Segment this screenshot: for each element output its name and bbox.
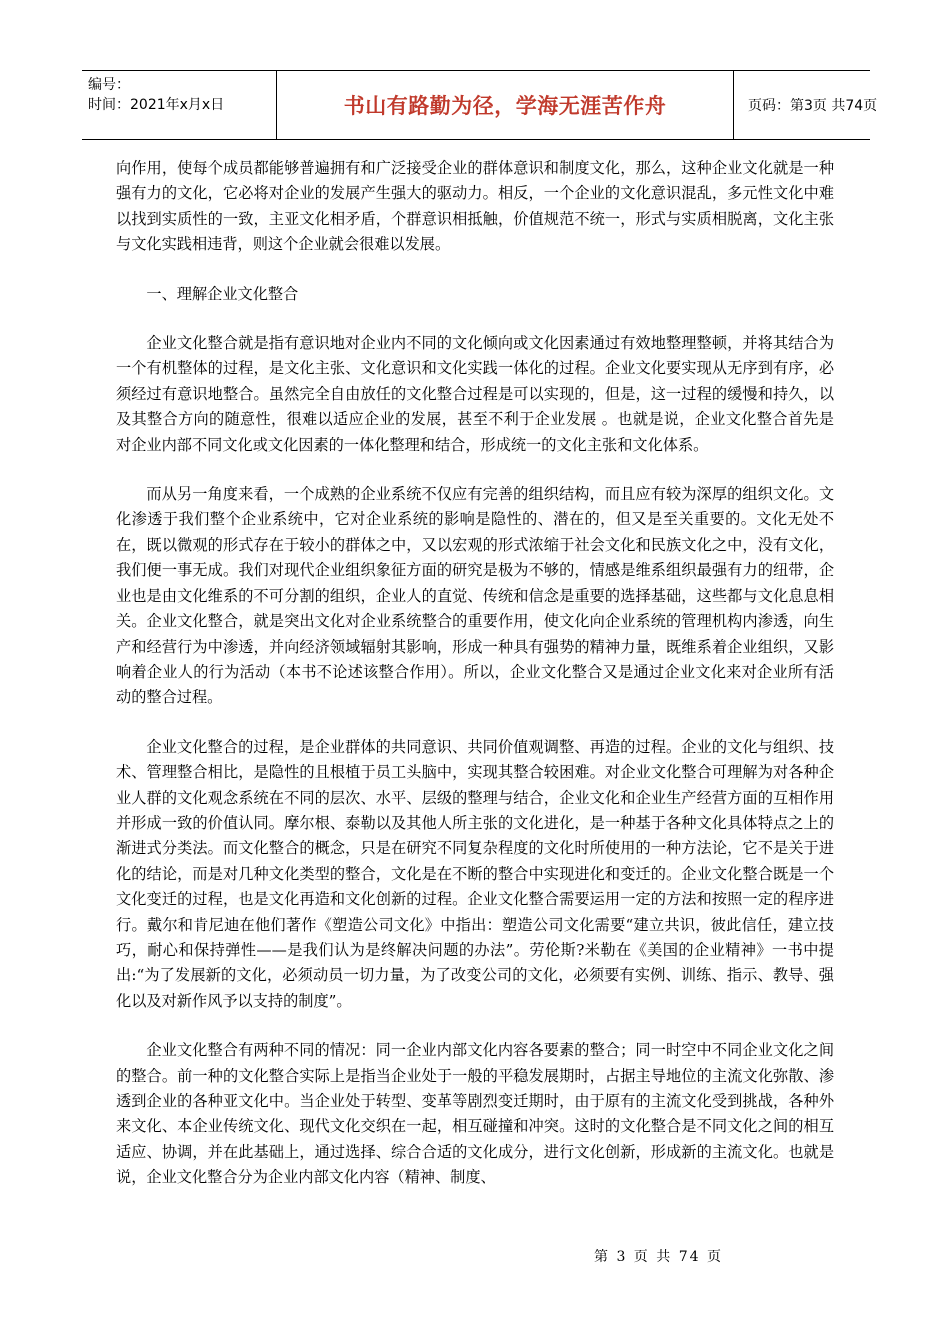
page-header bbox=[82, 70, 878, 140]
paragraph: 企业文化整合就是指有意识地对企业内不同的文化倾向或文化因素通过有效地整理整顿，并将其结合为一个有机整体的过程，是文化主张、文化意识和文化实践一体化的过程。企业文化要实现从无序到有序，必须经过有意识地整合。虽然完全自由放任的文化整合过程是可以实现的，但是，这一过程的缓慢和持久，以及其整合方向的随意性，很难以适应企业的发展，甚至不利于企业发展 。也就是说，企业文化整合首先是对企业内部不同文化或文化因素的一体化整理和结合，形成统一的文化主张和文化体系。 bbox=[116, 334, 834, 454]
paragraph: 企业文化整合有两种不同的情况：同一企业内部文化内容各要素的整合；同一时空中不同企业文化之间的整合。前一种的文化整合实际上是指当企业处于一般的平稳发展期时，占据主导地位的主流文化弥散、渗透到企业的各种亚文化中。当企业处于转型、变革等剧烈变迁期时，由于原有的主流文化受到挑战，各种外来文化、本企业传统文化、现代文化交织在一起，相互碰撞和冲突。这时的文化整合是不同文化之间的相互适应、协调，并在此基础上，通过选择、综合合适的文化成分，进行文化创新，形成新的主流文化。也就是说，企业文化整合分为企业内部文化内容（精神、制度、 bbox=[116, 1041, 834, 1187]
header-meta bbox=[82, 71, 276, 139]
header-motto: 书山有路勤为径，学海无涯苦作舟 bbox=[343, 94, 667, 118]
header-motto-cell bbox=[276, 71, 734, 139]
document-date-label: 时间：2021年x月x日 bbox=[88, 97, 225, 113]
header-page-code: 页码：第3页 共74页 bbox=[748, 98, 878, 114]
page-footer-number: 第 3 页 共 74 页 bbox=[594, 1249, 723, 1265]
document-body bbox=[116, 156, 834, 1215]
paragraph: 而从另一角度来看，一个成熟的企业系统不仅应有完善的组织结构，而且应有较为深厚的组织文化。文化渗透于我们整个企业系统中，它对企业系统的影响是隐性的、潜在的，但又是至关重要的。文化无处不在，既以微观的形式存在于较小的群体之中，又以宏观的形式浓缩于社会文化和民族文化之中，没有文化，我们便一事无成。我们对现代企业组织象征方面的研究是极为不够的，情感是维系组织最强有力的纽带，企业也是由文化维系的不可分割的组织，企业人的直觉、传统和信念是重要的选择基础，这些都与文化息息相关。企业文化整合，就是突出文化对企业系统整合的重要作用，使文化向企业系统的管理机构内渗透，向生产和经营行为中渗透，并向经济领域辐射其影响，形成一种具有强势的精神力量，既维系着企业组织，又影响着企业人的行为活动（本书不论述该整合作用）。所以，企业文化整合又是通过企业文化来对企业所有活动的整合过程。 bbox=[116, 485, 834, 707]
section-heading: 一、理解企业文化整合 bbox=[146, 284, 299, 303]
paragraph-continuation: 向作用，使每个成员都能够普遍拥有和广泛接受企业的群体意识和制度文化，那么，这种企业文化就是一种强有力的文化，它必将对企业的发展产生强大的驱动力。相反，一个企业的文化意识混乱，多元性文化中难以找到实质性的一致，主亚文化相矛盾，个群意识相抵触，价值规范不统一，形式与实质相脱离，文化主张与文化实践相违背，则这个企业就会很难以发展。 bbox=[116, 159, 834, 254]
document-number-label: 编号： bbox=[88, 77, 130, 93]
paragraph: 企业文化整合的过程，是企业群体的共同意识、共同价值观调整、再造的过程。企业的文化与组织、技术、管理整合相比，是隐性的且根植于员工头脑中，实现其整合较困难。对企业文化整合可理解为对各种企业人群的文化观念系统在不同的层次、水平、层级的整理与结合，企业文化和企业生产经营方面的互相作用并形成一致的价值认同。摩尔根、泰勒以及其他人所主张的文化进化，是一种基于各种文化具体特点之上的渐进式分类法。而文化整合的概念，只是在研究不同复杂程度的文化时所使用的一种方法论，它不是关于进化的结论，而是对几种文化类型的整合，文化是在不断的整合中实现进化和变迁的。企业文化整合既是一个文化变迁的过程，也是文化再造和文化创新的过程。企业文化整合需要运用一定的方法和按照一定的程序进行。戴尔和肯尼迪在他们著作《塑造公司文化》中指出：塑造公司文化需要“建立共识，彼此信任，建立技巧，耐心和保持弹性——是我们认为是终解决问题的办法”。劳伦斯?米勒在《美国的企业精神》一书中提出:“为了发展新的文化，必须动员一切力量，为了改变公司的文化，必须要有实例、训练、指示、教导、强化以及对新作风予以支持的制度”。 bbox=[116, 737, 834, 1010]
